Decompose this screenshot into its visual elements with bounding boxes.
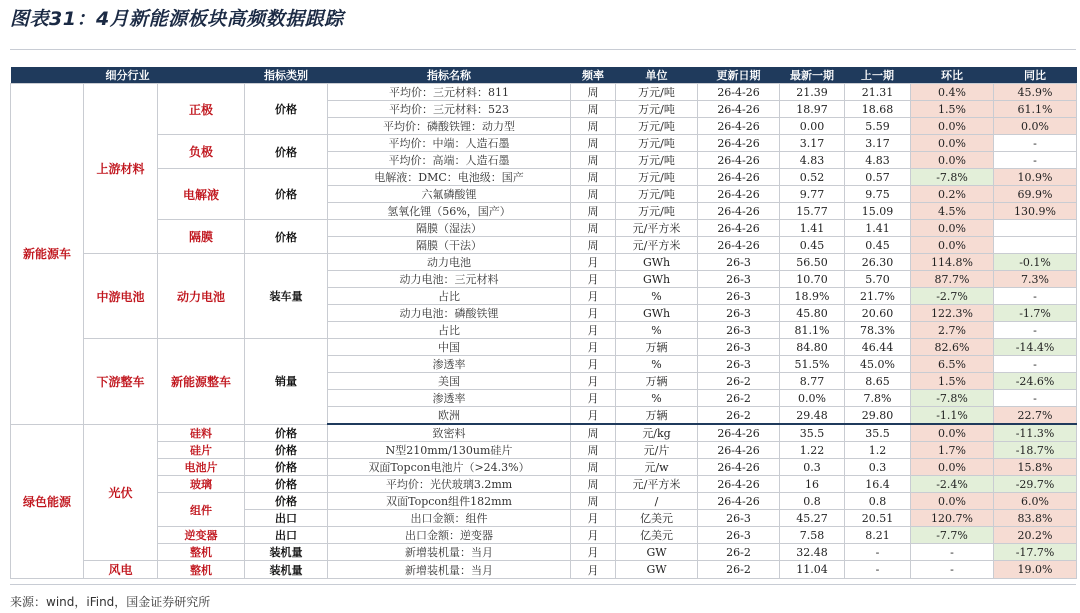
yoy-change: -18.7% [994,442,1077,459]
update-date: 26-4-26 [698,442,780,459]
update-date: 26-3 [698,356,780,373]
indicator-name: 新增装机量：当月 [328,544,571,561]
table-row [11,339,1077,356]
frequency: 周 [571,186,616,203]
indicator-name: 电解液：DMC：电池级：国产 [328,169,571,186]
indicator-name: 平均价：中端：人造石墨 [328,135,571,152]
previous-value: - [845,544,911,561]
update-date: 26-4-26 [698,203,780,220]
source-divider [10,584,1076,585]
unit: 万辆 [616,339,698,356]
frequency: 周 [571,203,616,220]
subcat-anode: 负极 [158,135,245,169]
previous-value: 0.3 [845,459,911,476]
unit: 元/kg [616,424,698,442]
indicator-name: 渗透率 [328,390,571,407]
update-date: 26-2 [698,561,780,579]
update-date: 26-3 [698,510,780,527]
unit: GW [616,561,698,579]
header-latest: 最新一期 [780,67,845,84]
unit: 亿美元 [616,510,698,527]
latest-value: 32.48 [780,544,845,561]
frequency: 周 [571,135,616,152]
frequency: 周 [571,152,616,169]
unit: 元/w [616,459,698,476]
previous-value: 46.44 [845,339,911,356]
indicator-name: 占比 [328,322,571,339]
update-date: 26-3 [698,288,780,305]
update-date: 26-3 [698,271,780,288]
indicator-name: 欧洲 [328,407,571,425]
indicator-name: N型210mm/130um硅片 [328,442,571,459]
frequency: 月 [571,271,616,288]
latest-value: 3.17 [780,135,845,152]
previous-value: 20.60 [845,305,911,322]
yoy-change: 69.9% [994,186,1077,203]
update-date: 26-3 [698,305,780,322]
latest-value: 29.48 [780,407,845,425]
previous-value: 8.65 [845,373,911,390]
unit: 万辆 [616,407,698,425]
yoy-change: 0.0% [994,118,1077,135]
frequency: 周 [571,424,616,442]
mom-change: 0.0% [911,152,994,169]
header-update-date: 更新日期 [698,67,780,84]
page-title: 图表31：4月新能源板块高频数据跟踪 [10,8,344,30]
yoy-change: - [994,288,1077,305]
mom-change: 1.5% [911,101,994,118]
previous-value: 7.8% [845,390,911,407]
yoy-change: 7.3% [994,271,1077,288]
unit: GW [616,544,698,561]
latest-value: 56.50 [780,254,845,271]
table-row [11,544,1077,561]
previous-value: 26.30 [845,254,911,271]
frequency: 月 [571,322,616,339]
type-price: 价格 [245,220,328,254]
unit: 万元/吨 [616,101,698,118]
update-date: 26-4-26 [698,84,780,101]
mom-change: 0.0% [911,459,994,476]
table-row [11,84,1077,101]
latest-value: 4.83 [780,152,845,169]
unit: 亿美元 [616,527,698,544]
update-date: 26-2 [698,544,780,561]
yoy-change: -0.1% [994,254,1077,271]
unit: 万辆 [616,373,698,390]
frequency: 月 [571,356,616,373]
previous-value: 0.57 [845,169,911,186]
frequency: 周 [571,118,616,135]
segment-midstream: 中游电池 [84,254,158,339]
latest-value: 9.77 [780,186,845,203]
update-date: 26-3 [698,527,780,544]
table-row [11,135,1077,152]
latest-value: 0.52 [780,169,845,186]
update-date: 26-4-26 [698,135,780,152]
type-price: 价格 [245,493,328,510]
latest-value: 35.5 [780,424,845,442]
type-price: 价格 [245,169,328,220]
mom-change: - [911,561,994,579]
previous-value: 4.83 [845,152,911,169]
frequency: 月 [571,390,616,407]
previous-value: 0.45 [845,237,911,254]
indicator-name: 出口金额：组件 [328,510,571,527]
unit: 万元/吨 [616,135,698,152]
yoy-change: 61.1% [994,101,1077,118]
latest-value: 7.58 [780,527,845,544]
mom-change: 0.4% [911,84,994,101]
header-industry: 细分行业 [11,67,245,84]
frequency: 周 [571,84,616,101]
mom-change: 0.2% [911,186,994,203]
latest-value: 45.27 [780,510,845,527]
latest-value: 18.97 [780,101,845,118]
table-row [11,442,1077,459]
update-date: 26-4-26 [698,118,780,135]
yoy-change: -14.4% [994,339,1077,356]
yoy-change: - [994,152,1077,169]
indicator-name: 占比 [328,288,571,305]
latest-value: 16 [780,476,845,493]
indicator-name: 中国 [328,339,571,356]
update-date: 26-4-26 [698,459,780,476]
frequency: 周 [571,493,616,510]
mom-change: 0.0% [911,220,994,237]
frequency: 周 [571,442,616,459]
update-date: 26-2 [698,390,780,407]
indicator-name: 六氟磷酸锂 [328,186,571,203]
frequency: 月 [571,561,616,579]
unit: 元/平方米 [616,476,698,493]
subcat-silicon-material: 硅料 [158,424,245,442]
unit: GWh [616,271,698,288]
latest-value: 18.9% [780,288,845,305]
latest-value: 51.5% [780,356,845,373]
type-price: 价格 [245,442,328,459]
indicator-name: 美国 [328,373,571,390]
latest-value: 11.04 [780,561,845,579]
frequency: 周 [571,169,616,186]
previous-value: 9.75 [845,186,911,203]
yoy-change: 6.0% [994,493,1077,510]
unit: 万元/吨 [616,169,698,186]
mom-change: 0.0% [911,237,994,254]
mom-change: -7.8% [911,390,994,407]
group-new-energy-vehicle: 新能源车 [11,84,84,425]
latest-value: 0.0% [780,390,845,407]
segment-upstream: 上游材料 [84,84,158,254]
frequency: 月 [571,305,616,322]
table-row [11,220,1077,237]
unit: 万元/吨 [616,152,698,169]
previous-value: 20.51 [845,510,911,527]
indicator-name: 双面Topcon电池片（>24.3%） [328,459,571,476]
unit: % [616,288,698,305]
previous-value: 29.80 [845,407,911,425]
subcat-battery: 动力电池 [158,254,245,339]
latest-value: 21.39 [780,84,845,101]
type-price: 价格 [245,135,328,169]
frequency: 月 [571,373,616,390]
indicator-name: 动力电池：磷酸铁锂 [328,305,571,322]
table-row [11,527,1077,544]
frequency: 月 [571,254,616,271]
frequency: 周 [571,459,616,476]
subcat-wind-system: 整机 [158,561,245,579]
latest-value: 81.1% [780,322,845,339]
type-price: 价格 [245,424,328,442]
indicator-name: 平均价：高端：人造石墨 [328,152,571,169]
unit: % [616,356,698,373]
unit: 万元/吨 [616,118,698,135]
latest-value: 0.00 [780,118,845,135]
unit: 万元/吨 [616,186,698,203]
type-export: 出口 [245,527,328,544]
previous-value: 0.8 [845,493,911,510]
indicator-name: 致密料 [328,424,571,442]
previous-value: 5.70 [845,271,911,288]
indicator-name: 动力电池：三元材料 [328,271,571,288]
indicator-name: 平均价：三元材料：523 [328,101,571,118]
update-date: 26-3 [698,339,780,356]
unit: % [616,390,698,407]
table-row [11,424,1077,442]
frequency: 周 [571,237,616,254]
header-previous: 上一期 [845,67,911,84]
previous-value: - [845,561,911,579]
indicator-name: 新增装机量：当月 [328,561,571,579]
previous-value: 18.68 [845,101,911,118]
indicator-name: 动力电池 [328,254,571,271]
table-row [11,459,1077,476]
indicator-name: 出口金额：逆变器 [328,527,571,544]
mom-change: 120.7% [911,510,994,527]
type-export: 出口 [245,510,328,527]
update-date: 26-4-26 [698,169,780,186]
mom-change: -1.1% [911,407,994,425]
mom-change: 0.0% [911,135,994,152]
header-frequency: 频率 [571,67,616,84]
header-unit: 单位 [616,67,698,84]
previous-value: 78.3% [845,322,911,339]
previous-value: 21.31 [845,84,911,101]
type-price: 价格 [245,459,328,476]
previous-value: 3.17 [845,135,911,152]
latest-value: 10.70 [780,271,845,288]
indicator-name: 平均价：三元材料：811 [328,84,571,101]
data-table-container [10,67,1076,579]
segment-wind: 风电 [84,561,158,579]
data-table [10,67,1077,579]
header-mom: 环比 [911,67,994,84]
yoy-change: -24.6% [994,373,1077,390]
subcat-cell: 电池片 [158,459,245,476]
update-date: 26-4-26 [698,101,780,118]
frequency: 月 [571,510,616,527]
header-yoy: 同比 [994,67,1077,84]
yoy-change: - [994,390,1077,407]
mom-change: 114.8% [911,254,994,271]
latest-value: 0.8 [780,493,845,510]
mom-change: 82.6% [911,339,994,356]
yoy-change: 15.8% [994,459,1077,476]
mom-change: 1.5% [911,373,994,390]
unit: 万元/吨 [616,84,698,101]
update-date: 26-3 [698,254,780,271]
subcat-electrolyte: 电解液 [158,169,245,220]
frequency: 月 [571,288,616,305]
yoy-change: 20.2% [994,527,1077,544]
update-date: 26-2 [698,407,780,425]
header-indicator: 指标名称 [328,67,571,84]
type-installed-vehicle: 装车量 [245,254,328,339]
unit: 万元/吨 [616,203,698,220]
latest-value: 84.80 [780,339,845,356]
latest-value: 0.45 [780,237,845,254]
type-installed: 装机量 [245,544,328,561]
subcat-inverter: 逆变器 [158,527,245,544]
header-row [11,67,1077,84]
frequency: 周 [571,220,616,237]
table-row [11,476,1077,493]
frequency: 月 [571,339,616,356]
yoy-change: - [994,322,1077,339]
update-date: 26-2 [698,373,780,390]
frequency: 周 [571,101,616,118]
type-sales: 销量 [245,339,328,425]
yoy-change: 10.9% [994,169,1077,186]
subcat-glass: 玻璃 [158,476,245,493]
mom-change: -7.7% [911,527,994,544]
latest-value: 45.80 [780,305,845,322]
previous-value: 35.5 [845,424,911,442]
frequency: 月 [571,544,616,561]
previous-value: 15.09 [845,203,911,220]
type-price: 价格 [245,84,328,135]
yoy-change: -1.7% [994,305,1077,322]
segment-downstream: 下游整车 [84,339,158,425]
indicator-name: 平均价：磷酸铁锂：动力型 [328,118,571,135]
indicator-name: 渗透率 [328,356,571,373]
latest-value: 1.41 [780,220,845,237]
source-note: 来源：wind，iFind，国金证券研究所 [10,595,211,609]
indicator-name: 氢氧化锂（56%，国产） [328,203,571,220]
update-date: 26-4-26 [698,237,780,254]
indicator-name: 隔膜（干法） [328,237,571,254]
mom-change: 0.0% [911,493,994,510]
subcat-pv-system: 整机 [158,544,245,561]
previous-value: 1.2 [845,442,911,459]
title-divider [10,49,1076,50]
unit: % [616,322,698,339]
update-date: 26-4-26 [698,476,780,493]
frequency: 周 [571,476,616,493]
previous-value: 45.0% [845,356,911,373]
mom-change: 4.5% [911,203,994,220]
segment-pv: 光伏 [84,424,158,561]
update-date: 26-4-26 [698,424,780,442]
subcat-module: 组件 [158,493,245,527]
yoy-change: -29.7% [994,476,1077,493]
yoy-change: 22.7% [994,407,1077,425]
table-row [11,169,1077,186]
yoy-change: - [994,356,1077,373]
group-green-energy: 绿色能源 [11,424,84,579]
yoy-change: 45.9% [994,84,1077,101]
yoy-change [994,237,1077,254]
mom-change: 2.7% [911,322,994,339]
update-date: 26-3 [698,322,780,339]
mom-change: -7.8% [911,169,994,186]
previous-value: 21.7% [845,288,911,305]
unit: / [616,493,698,510]
unit: 元/片 [616,442,698,459]
unit: GWh [616,305,698,322]
mom-change: - [911,544,994,561]
table-row [11,561,1077,579]
indicator-name: 双面Topcon组件182mm [328,493,571,510]
unit: 元/平方米 [616,237,698,254]
table-row [11,493,1077,510]
indicator-name: 平均价：光伏玻璃3.2mm [328,476,571,493]
type-installed: 装机量 [245,561,328,579]
previous-value: 5.59 [845,118,911,135]
yoy-change: 19.0% [994,561,1077,579]
unit: GWh [616,254,698,271]
update-date: 26-4-26 [698,220,780,237]
update-date: 26-4-26 [698,493,780,510]
mom-change: 87.7% [911,271,994,288]
indicator-name: 隔膜（湿法） [328,220,571,237]
subcat-separator: 隔膜 [158,220,245,254]
frequency: 月 [571,527,616,544]
header-category: 指标类别 [245,67,328,84]
mom-change: -2.4% [911,476,994,493]
yoy-change: -11.3% [994,424,1077,442]
mom-change: 122.3% [911,305,994,322]
previous-value: 16.4 [845,476,911,493]
mom-change: 0.0% [911,118,994,135]
yoy-change: - [994,135,1077,152]
update-date: 26-4-26 [698,152,780,169]
type-price: 价格 [245,476,328,493]
mom-change: 6.5% [911,356,994,373]
subcat-vehicle: 新能源整车 [158,339,245,425]
mom-change: -2.7% [911,288,994,305]
mom-change: 0.0% [911,424,994,442]
subcat-wafer: 硅片 [158,442,245,459]
latest-value: 0.3 [780,459,845,476]
yoy-change: -17.7% [994,544,1077,561]
yoy-change: 83.8% [994,510,1077,527]
mom-change: 1.7% [911,442,994,459]
yoy-change [994,220,1077,237]
latest-value: 1.22 [780,442,845,459]
latest-value: 8.77 [780,373,845,390]
previous-value: 1.41 [845,220,911,237]
table-row [11,254,1077,271]
yoy-change: 130.9% [994,203,1077,220]
unit: 元/平方米 [616,220,698,237]
subcat-cathode: 正极 [158,84,245,135]
update-date: 26-4-26 [698,186,780,203]
frequency: 月 [571,407,616,425]
previous-value: 8.21 [845,527,911,544]
latest-value: 15.77 [780,203,845,220]
